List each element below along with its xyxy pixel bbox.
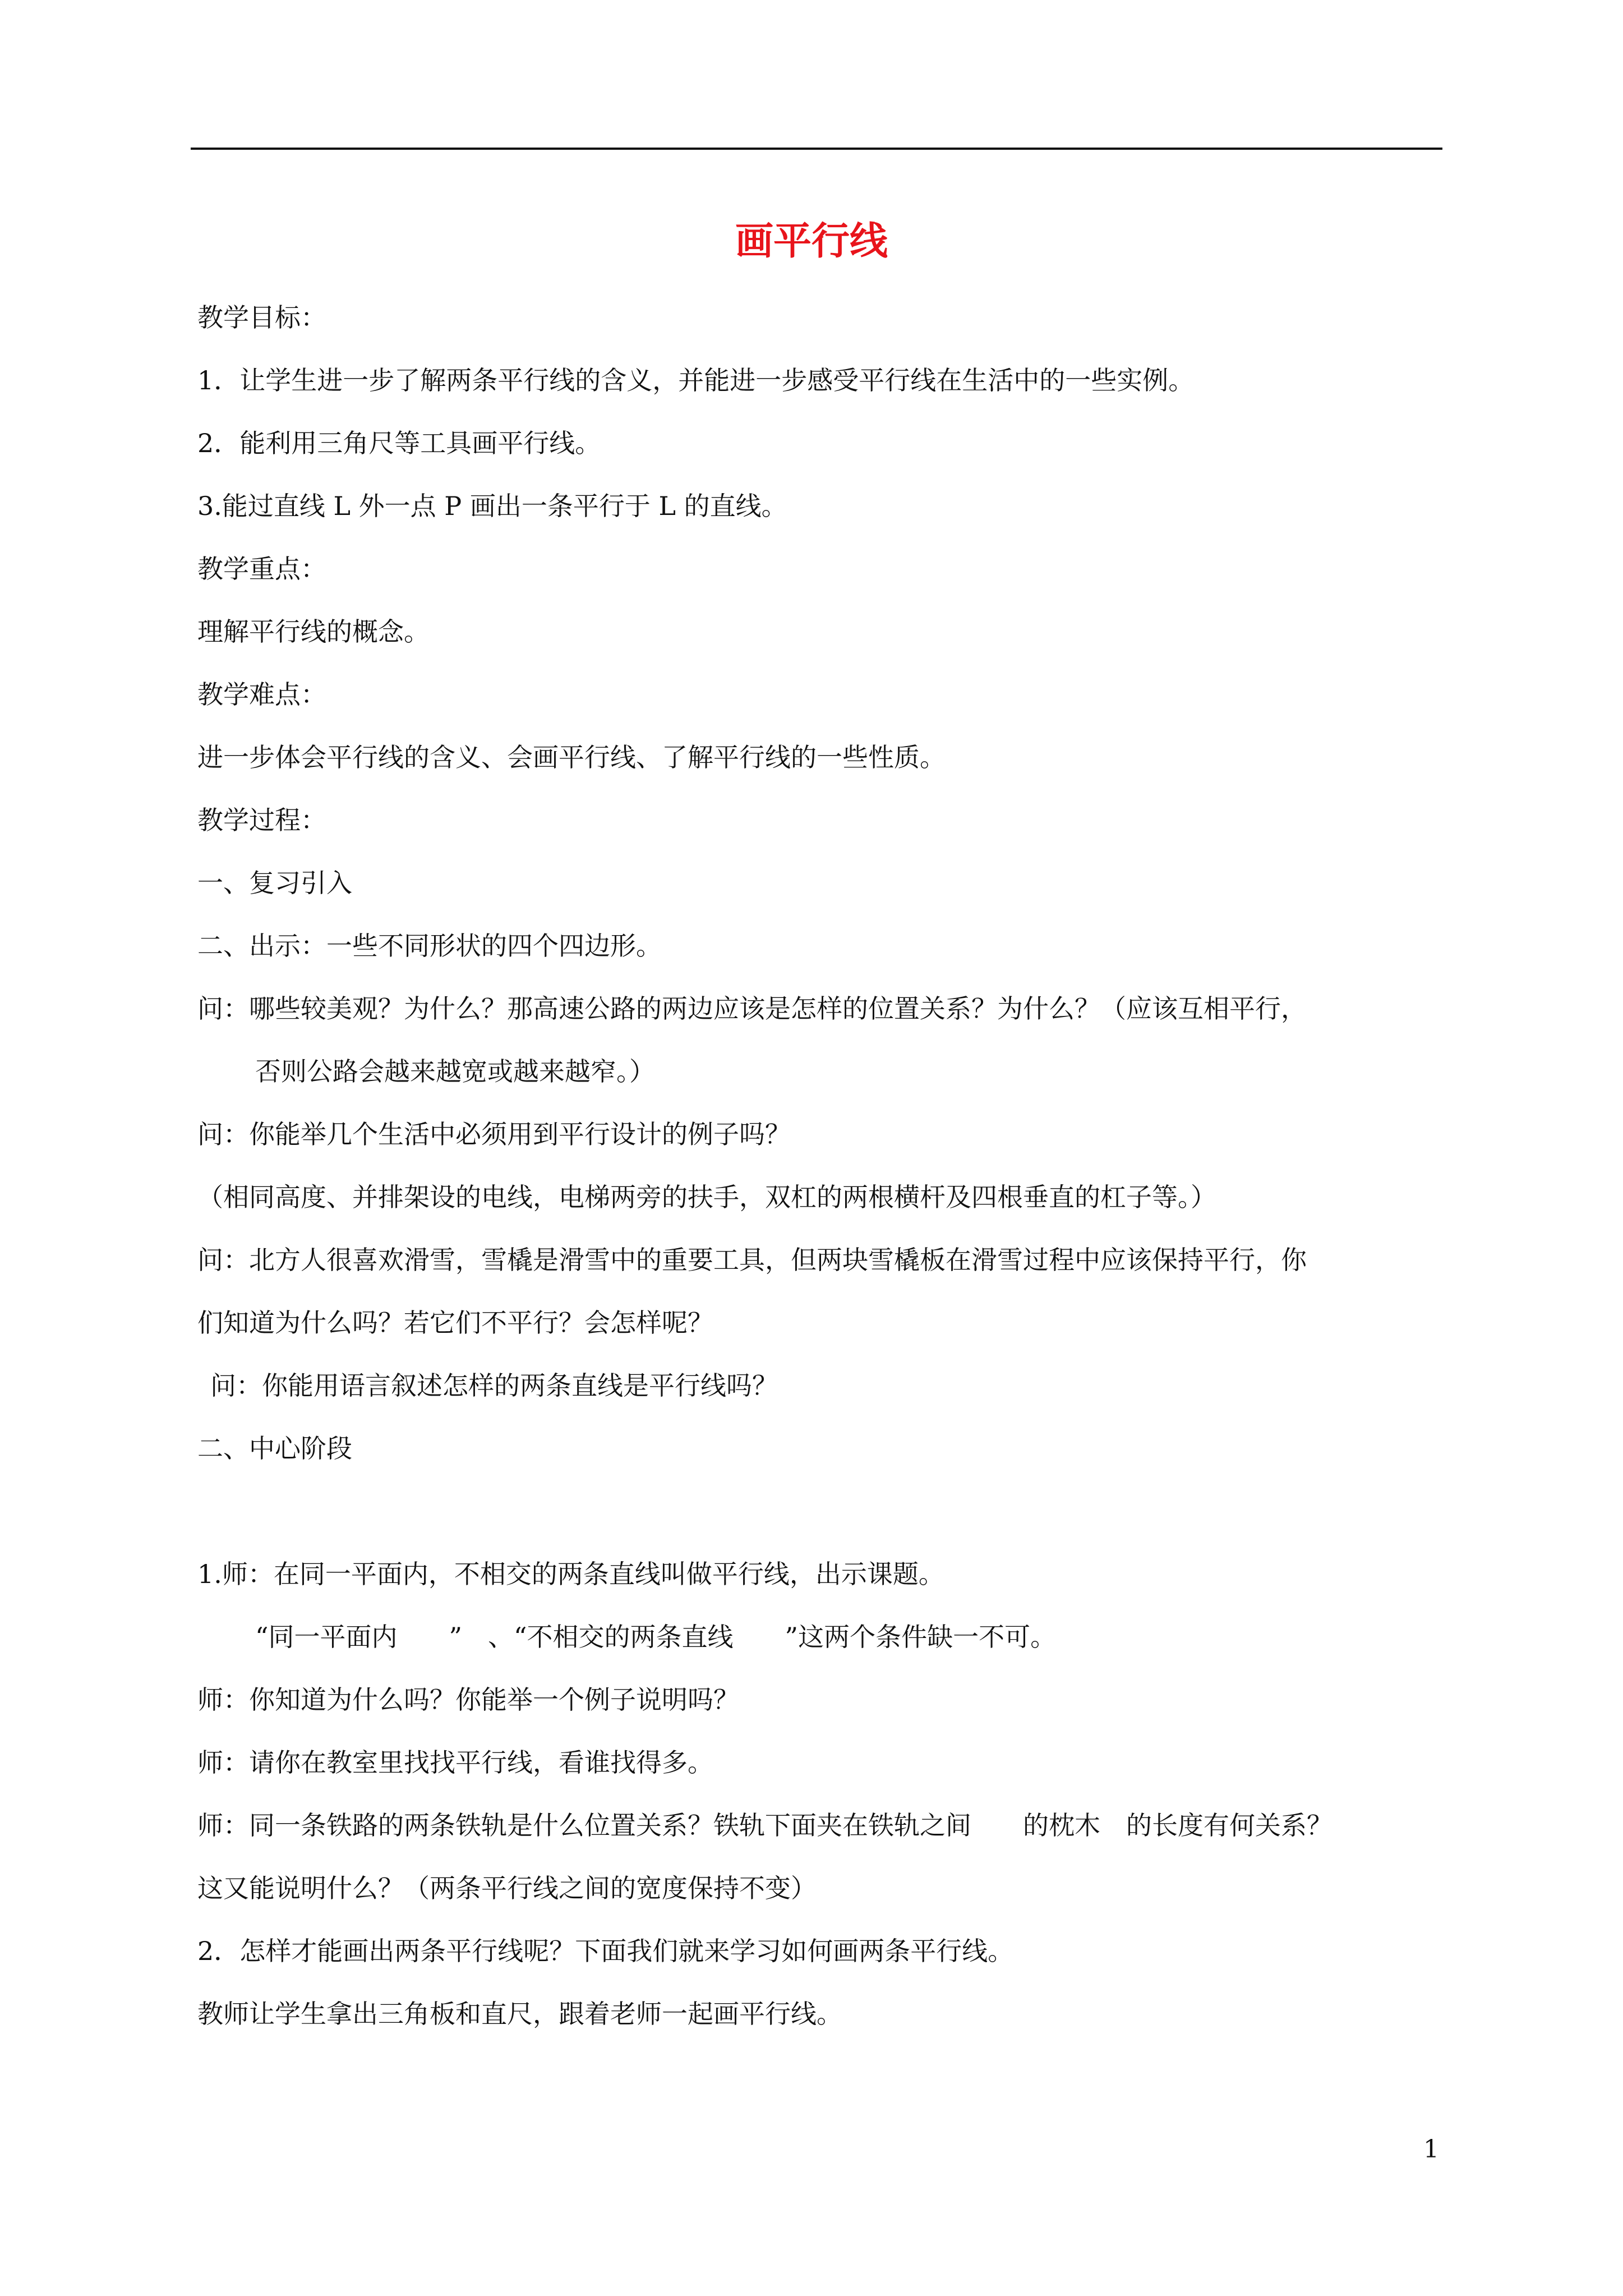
paragraph-teacher-3-continued: 这又能说明什么？（两条平行线之间的宽度保持不变） xyxy=(197,1873,817,1903)
paragraph-how-to-draw: 2．怎样才能画出两条平行线呢？下面我们就来学习如何画两条平行线。 xyxy=(197,1936,1014,1966)
paragraph-objective-2: 2．能利用三角尺等工具画平行线。 xyxy=(197,428,601,458)
paragraph-question-1-continued: 否则公路会越来越宽或越来越窄。） xyxy=(255,1056,655,1087)
paragraph-teacher-2: 师：请你在教室里找找平行线，看谁找得多。 xyxy=(197,1747,713,1778)
paragraph-question-1: 问：哪些较美观？为什么？那高速公路的两边应该是怎样的位置关系？为什么？（应该互相平行， xyxy=(197,993,1307,1024)
document-title: 画平行线 xyxy=(735,219,888,264)
paragraph-show: 二、出示：一些不同形状的四个四边形。 xyxy=(197,931,662,961)
paragraph-question-4: 问：你能用语言叙述怎样的两条直线是平行线吗？ xyxy=(210,1370,778,1401)
paragraph-difficulties: 进一步体会平行线的含义、会画平行线、了解平行线的一些性质。 xyxy=(197,742,946,772)
paragraph-definition: 1.师：在同一平面内，不相交的两条直线叫做平行线，出示课题。 xyxy=(197,1559,944,1589)
paragraph-tools: 教师让学生拿出三角板和直尺，跟着老师一起画平行线。 xyxy=(197,1999,842,2029)
paragraph-question-3: 问：北方人很喜欢滑雪，雪橇是滑雪中的重要工具，但两块雪橇板在滑雪过程中应该保持平行，你 xyxy=(197,1245,1307,1275)
paragraph-conditions: “同一平面内 ” 、“不相交的两条直线 ”这两个条件缺一不可。 xyxy=(255,1622,1057,1652)
paragraph-process-heading: 教学过程： xyxy=(197,805,326,835)
paragraph-question-3-continued: 们知道为什么吗？若它们不平行？会怎样呢？ xyxy=(197,1308,713,1338)
paragraph-difficulties-heading: 教学难点： xyxy=(197,679,326,710)
paragraph-key-points-heading: 教学重点： xyxy=(197,554,326,584)
paragraph-teacher-3: 师：同一条铁路的两条铁轨是什么位置关系？铁轨下面夹在铁轨之间 的枕木 的长度有何关系？ xyxy=(197,1810,1332,1841)
paragraph-objective-3: 3.能过直线 L 外一点 P 画出一条平行于 L 的直线。 xyxy=(197,491,787,521)
header-rule xyxy=(191,148,1442,150)
paragraph-key-points: 理解平行线的概念。 xyxy=(197,616,430,647)
page-number: 1 xyxy=(1423,2135,1439,2164)
paragraph-examples: （相同高度、并排架设的电线，电梯两旁的扶手，双杠的两根横杆及四根垂直的杠子等。） xyxy=(197,1182,1216,1212)
paragraph-review: 一、复习引入 xyxy=(197,868,352,898)
paragraph-question-2: 问：你能举几个生活中必须用到平行设计的例子吗？ xyxy=(197,1119,791,1149)
paragraph-teacher-1: 师：你知道为什么吗？你能举一个例子说明吗？ xyxy=(197,1685,739,1715)
paragraph-objective-1: 1．让学生进一步了解两条平行线的含义，并能进一步感受平行线在生活中的一些实例。 xyxy=(197,365,1195,395)
paragraph-objectives-heading: 教学目标： xyxy=(197,302,326,333)
paragraph-central-stage: 二、中心阶段 xyxy=(197,1433,352,1464)
